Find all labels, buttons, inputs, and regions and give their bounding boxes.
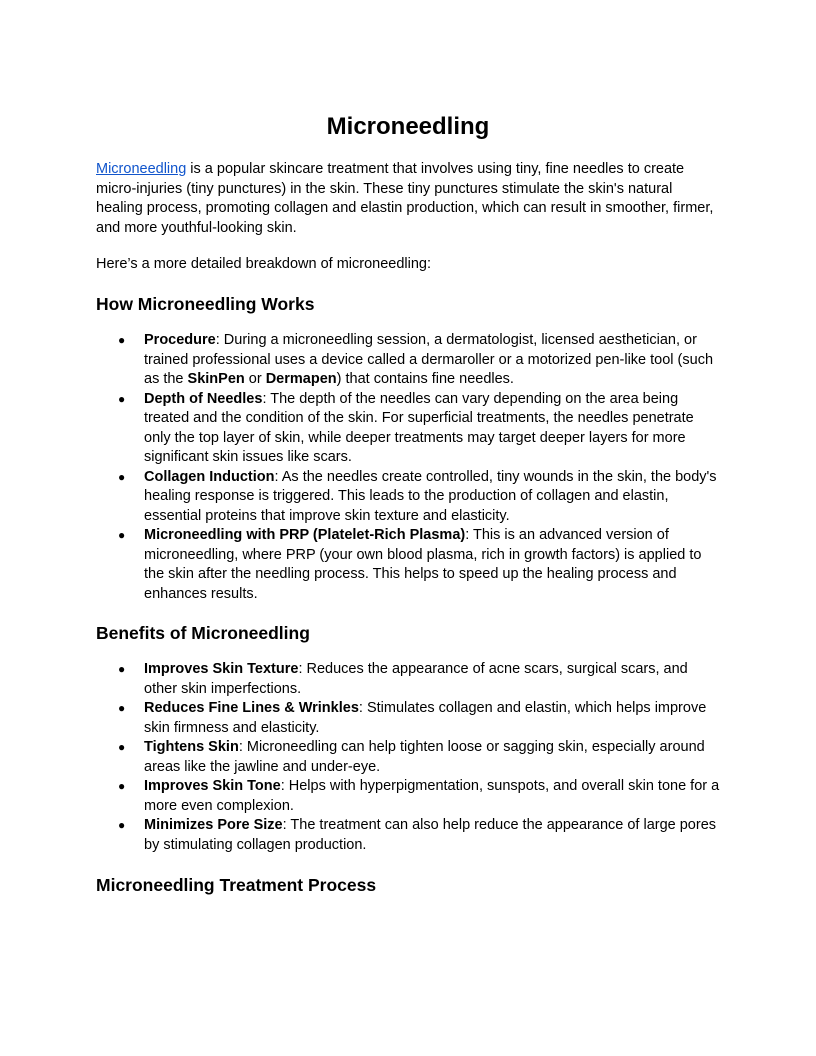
list-item-skin-texture: [96, 660, 720, 699]
bullet-icon: ●: [118, 391, 126, 406]
intro-paragraph: [96, 160, 720, 238]
bullet-icon: ●: [118, 779, 126, 793]
bullet-icon: ●: [118, 662, 126, 676]
item-term: Microneedling with PRP (Platelet-Rich Plasma): [144, 527, 466, 543]
bullet-icon: ●: [118, 701, 126, 715]
item-text: : During a microneedling session, a dermatologist, licensed aesthetician, or trained professional uses a device called a dermaroller or a motorized pen-like tool (such as the: [144, 332, 714, 387]
section-heading-benefits: Benefits of Microneedling: [96, 623, 310, 643]
item-text: : The depth of the needles can vary depending on the area being treated and the condition of the skin. For superficial treatments, the needles penetrate only the top layer of skin, while deeper treatments may target deeper layers for more significant skin issues like scars.: [144, 390, 694, 465]
item-term: Reduces Fine Lines & Wrinkles: [144, 700, 359, 716]
list-item-procedure: [96, 331, 720, 390]
item-term: Minimizes Pore Size: [144, 817, 283, 833]
bullet-icon: ●: [118, 818, 126, 832]
list-item-prp: [96, 526, 720, 604]
lead-paragraph: Here’s a more detailed breakdown of microneedling:: [96, 256, 432, 272]
item-text: : Stimulates collagen and elastin, which helps improve skin firmness and elasticity.: [144, 700, 707, 736]
item-term: Depth of Needles: [144, 390, 263, 407]
item-text: or: [244, 371, 266, 387]
microneedling-link[interactable]: Microneedling: [96, 161, 187, 177]
item-term: Tightens Skin: [144, 739, 239, 755]
benefits-list: [96, 660, 720, 855]
list-item-fine-lines: [96, 699, 720, 738]
item-text: : Microneedling can help tighten loose or sagging skin, especially around areas like the jawline and under-eye.: [144, 739, 705, 775]
item-term: Collagen Induction: [144, 468, 275, 485]
item-text: : Reduces the appearance of acne scars, surgical scars, and other skin imperfections.: [144, 661, 688, 697]
section-heading-how-it-works: How Microneedling Works: [96, 294, 315, 314]
bullet-icon: ●: [118, 740, 126, 754]
intro-text: is a popular skincare treatment that involves using tiny, fine needles to create micro-injuries (tiny punctures) in the skin. These tiny punctures stimulate the skin's natural healing process, promoting collagen and elastin production, which can result in smoother, firmer, and more youthful-looking skin.: [96, 161, 714, 236]
item-text: : As the needles create controlled, tiny wounds in the skin, the body's healing response is triggered. This leads to the production of collagen and elastin, essential proteins that improve skin texture and elasticity.: [144, 468, 717, 524]
brand-skinpen: SkinPen: [187, 371, 245, 387]
bullet-icon: ●: [118, 469, 126, 484]
item-text: : The treatment can also help reduce the appearance of large pores by stimulating collagen production.: [144, 817, 717, 853]
list-item-pore-size: [96, 816, 720, 855]
page-title: Microneedling: [326, 113, 490, 140]
item-term: Improves Skin Tone: [144, 778, 281, 794]
item-term: Procedure: [144, 332, 216, 348]
list-item-tightens-skin: [96, 738, 720, 777]
section-heading-treatment-process: Microneedling Treatment Process: [96, 875, 377, 895]
how-it-works-list: [96, 331, 720, 604]
bullet-icon: ●: [118, 333, 126, 347]
list-item-skin-tone: [96, 777, 720, 816]
item-text: : This is an advanced version of microneedling, where PRP (your own blood plasma, rich in growth factors) is applied to the skin after the needling process. This helps to speed up the healing process and enhances results.: [144, 527, 702, 602]
item-text: : Helps with hyperpigmentation, sunspots, and overall skin tone for a more even complexion.: [144, 778, 720, 814]
item-term: Improves Skin Texture: [144, 661, 299, 677]
item-text: ) that contains fine needles.: [336, 371, 514, 387]
brand-dermapen: Dermapen: [265, 371, 337, 387]
bullet-icon: ●: [118, 528, 126, 542]
list-item-collagen-induction: [96, 468, 720, 527]
list-item-depth-of-needles: [96, 390, 720, 468]
